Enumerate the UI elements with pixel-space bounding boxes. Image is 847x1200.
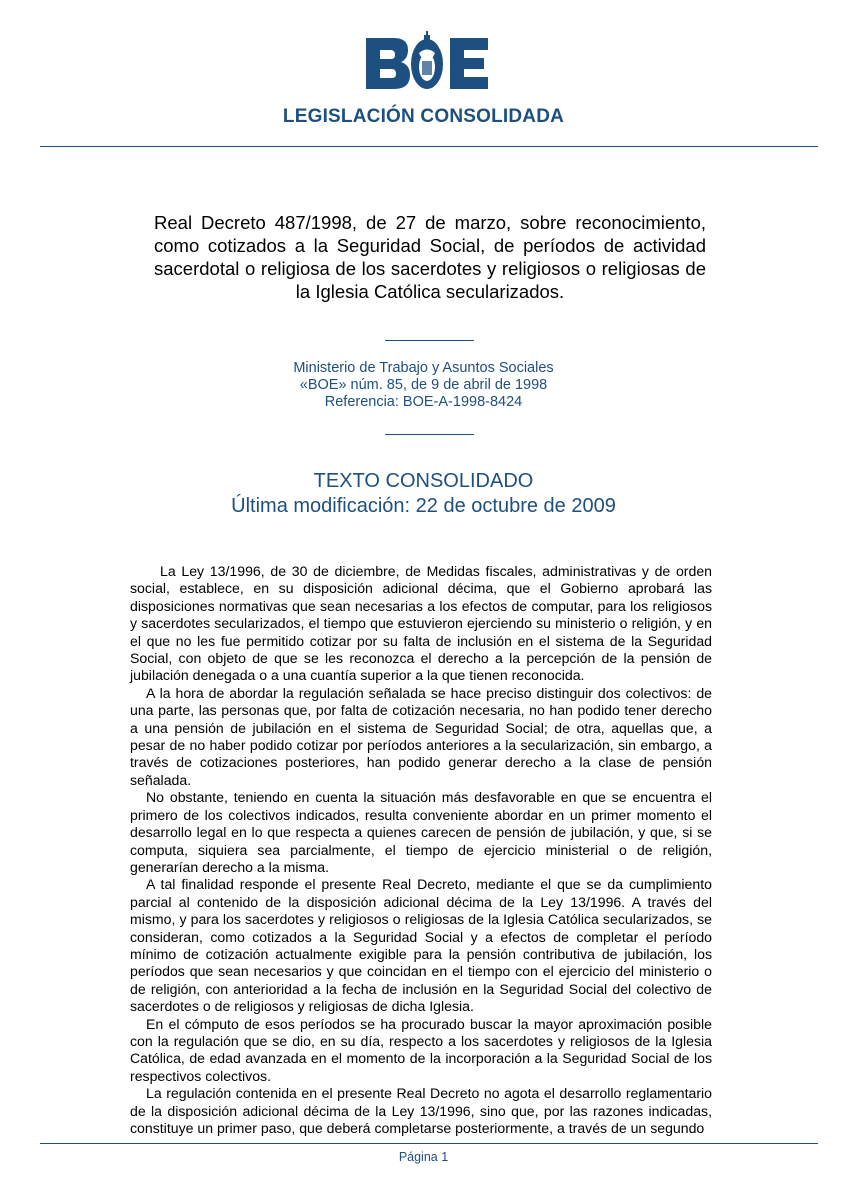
consolidated-heading [0, 469, 847, 519]
body-paragraph: La regulación contenida en el presente Real Decreto no agota el desarrollo reglamentario de la disposición adicional décima de la Ley 13/1996, sino que, por las razones indicadas, constituye un primer paso, que deberá completarse posteriormente, a través de un segundo [130, 1085, 712, 1136]
last-modified: Última modificación: 22 de octubre de 2009 [231, 495, 616, 517]
document-title: Real Decreto 487/1998, de 27 de marzo, sobre reconocimiento, como cotizados a la Seguridad Social, de períodos de actividad sacerdotal o religiosa de los sacerdotes y religiosos o religiosas de la Iglesia Católica secularizados. [154, 212, 706, 302]
consolidated-label: TEXTO CONSOLIDADO [313, 470, 534, 492]
header-divider [40, 146, 818, 147]
body-paragraph: No obstante, teniendo en cuenta la situación más desfavorable en que se encuentra el primero de los colectivos indicados, resulta conveniente abordar en un primer momento el desarrollo legal en lo que respecta a quienes carecen de pensión de jubilación, y que, si se computa, siquiera sea parcialmente, el tiempo de ejercicio ministerial o de religión, generarían derecho a la misma. [130, 789, 712, 875]
body-paragraph: A la hora de abordar la regulación señalada se hace preciso distinguir dos colectivos: de una parte, las personas que, por falta de cotización necesaria, no han podido tener derecho a una pensión de jubilación en el sistema de Seguridad Social; de otra, aquellas que, a pesar de no haber podido cotizar por períodos anteriores a la secularización, sin embargo, a través de cotizaciones posteriores, han podido generar derecho a la clase de pensión señalada. [130, 684, 712, 788]
publication-info: «BOE» núm. 85, de 9 de abril de 1998 [299, 377, 548, 393]
metadata-divider [385, 434, 474, 435]
document-metadata [0, 360, 847, 411]
boe-logo [364, 31, 490, 91]
body-paragraph: A tal finalidad responde el presente Real Decreto, mediante el que se da cumplimiento parcial al contenido de la disposición adicional décima de la Ley 13/1996. A través del mismo, y para los sacerdotes y religiosos o religiosas de la Iglesia Católica secularizados, se consideran, como cotizados a la Seguridad Social y a efectos de completar el período mínimo de cotización actualmente exigible para la pensión contributiva de jubilación, los períodos que sean necesarios y que coincidan en el tiempo con el ejercicio del ministerio o de religión, con anterioridad a la fecha de inclusión en la Seguridad Social del colectivo de sacerdotes o de religiosos y religiosas de dicha Iglesia. [130, 876, 712, 1015]
body-paragraph: La Ley 13/1996, de 30 de diciembre, de Medidas fiscales, administrativas y de orden social, establece, en su disposición adicional décima, que el Gobierno aprobará las disposiciones normativas que sean necesarias a los efectos de computar, para los religiosos y sacerdotes secularizados, el tiempo que estuvieron ejerciendo su ministerio o religión, y en el que no les fue permitido cotizar por su falta de inclusión en el sistema de la Seguridad Social, con objeto de que se les reconozca el derecho a la percepción de la pensión de jubilación denegada o a una cuantía superior a la que tienen reconocida. [130, 563, 712, 684]
header-title: LEGISLACIÓN CONSOLIDADA [282, 106, 565, 127]
body-paragraph: En el cómputo de esos períodos se ha procurado buscar la mayor aproximación posible con la regulación que se dio, en su día, respecto a los sacerdotes y religiosos de la Iglesia Católica, de edad avanzada en el momento de la incorporación a la Seguridad Social de los respectivos colectivos. [130, 1015, 712, 1084]
document-body [130, 563, 712, 1137]
ministry: Ministerio de Trabajo y Asuntos Sociales [293, 360, 554, 376]
footer-divider [40, 1143, 818, 1144]
page-number: Página 1 [398, 1150, 449, 1164]
reference: Referencia: BOE-A-1998-8424 [324, 394, 523, 410]
title-divider [385, 340, 474, 341]
